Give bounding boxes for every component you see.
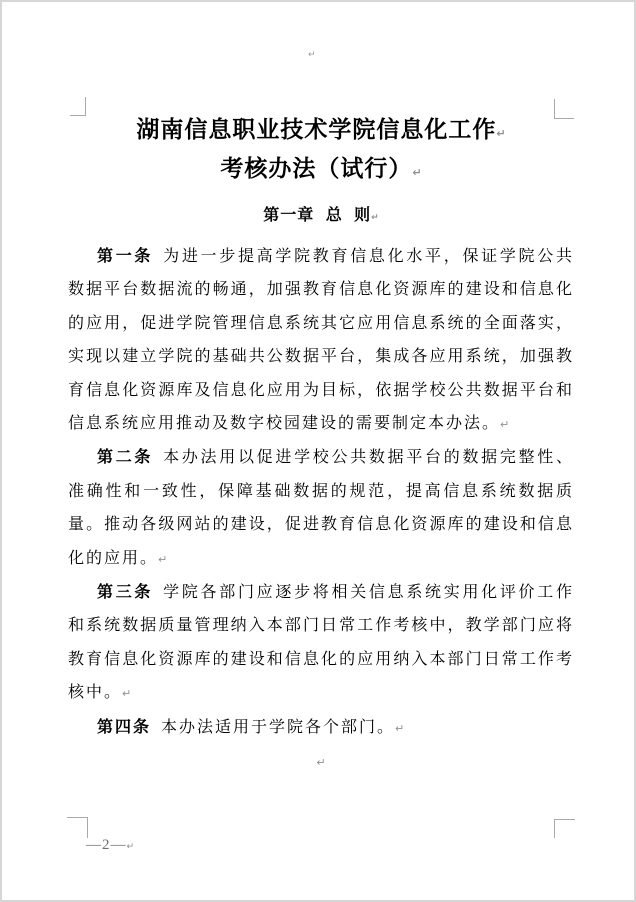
- article-text-2: 本办法用以促进学校公共数据平台的数据完整性、准确性和一致性，保障基础数据的规范，提高信息系统数据质量。推动各级网站的建设，促进教育信息化资源库的建设和信息化的应用。: [68, 449, 574, 567]
- title-text-line-1: 湖南信息职业技术学院信息化工作: [136, 116, 497, 142]
- article-paragraph-2: [68, 441, 574, 576]
- header-paragraph-mark-icon: ↵: [308, 50, 316, 60]
- paragraph-mark-icon: ↵: [412, 166, 422, 179]
- document-title-line-2: [68, 151, 574, 190]
- article-text-4: 本办法适用于学院各个部门。: [161, 718, 396, 736]
- article-paragraph-1: [68, 240, 574, 441]
- title-text-line-2: 考核办法（试行）: [220, 155, 413, 181]
- article-text-1: 为进一步提高学院教育信息化水平，保证学院公共数据平台数据流的畅通，加强教育信息化资源库的建设和信息化的应用，促进学院管理信息系统其它应用信息系统的全面落实，实现以建立学院的基础共公数据平台，集成各应用系统，加强教育信息化资源库及信息化应用为目标，依据学校公共数据平台和信息系统应用推动及数字校园建设的需要制定本办法。: [68, 248, 574, 433]
- chapter-heading: [68, 204, 574, 230]
- article-label-3: 第三条: [97, 584, 154, 602]
- articles-section: [68, 240, 574, 780]
- paragraph-mark-icon: ↵: [500, 418, 510, 432]
- article-paragraph-4: [68, 711, 574, 745]
- crop-mark-bottom-left-icon: [67, 817, 88, 838]
- article-label-1: 第一条: [97, 248, 154, 265]
- article-text-3: 学院各部门应逐步将相关信息系统实用化评价工作和系统数据质量管理纳入本部门日常工作考核中，教学部门应将教育信息化资源库的建设和信息化的应用纳入本部门日常工作考核中。: [68, 584, 574, 702]
- article-label-4: 第四条: [97, 718, 152, 736]
- page-number-text: —2—: [86, 837, 127, 853]
- page-number: [86, 837, 134, 854]
- article-label-2: 第二条: [97, 449, 154, 467]
- paragraph-mark-icon: ↵: [496, 127, 506, 140]
- document-title: [68, 112, 574, 190]
- document-title-line-1: [68, 112, 574, 151]
- paragraph-mark-icon: ↵: [126, 842, 135, 852]
- paragraph-mark-icon: ↵: [316, 756, 326, 770]
- paragraph-mark-icon: ↵: [371, 213, 379, 223]
- chapter-heading-text: 第一章 总 则: [263, 207, 372, 224]
- article-paragraph-3: [68, 576, 574, 711]
- crop-mark-bottom-right-icon: [554, 819, 575, 838]
- document-body: [68, 2, 574, 780]
- paragraph-mark-icon: ↵: [122, 687, 132, 701]
- empty-paragraph: [68, 745, 574, 779]
- paragraph-mark-icon: ↵: [395, 721, 405, 735]
- paragraph-mark-icon: ↵: [158, 552, 168, 566]
